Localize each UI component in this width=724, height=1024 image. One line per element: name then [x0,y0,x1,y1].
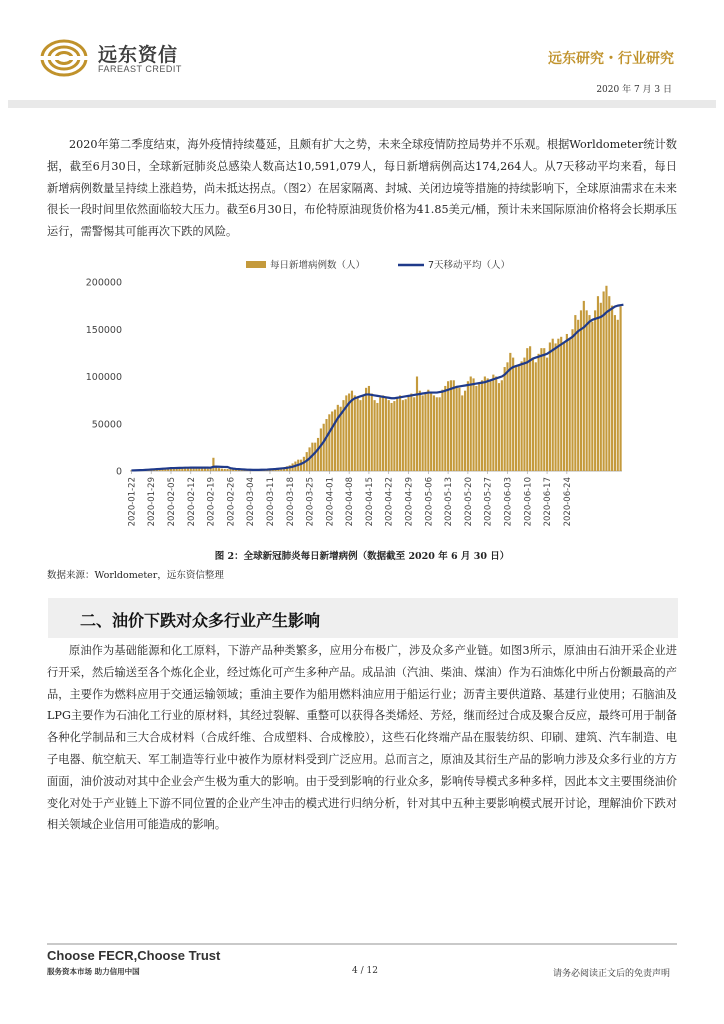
bar [300,460,302,471]
logo-mark-icon [40,38,88,78]
bar [597,296,599,471]
x-tick-label: 2020-06-17 [543,477,554,527]
bar [450,380,452,471]
bar [374,400,376,471]
bar [563,342,565,471]
legend-bar-swatch [246,261,266,268]
logo-text-en: FAREAST CREDIT [98,64,182,74]
paragraph-2: 原油作为基础能源和化工原料，下游产品种类繁多，应用分布极广，涉及众多产业链。如图3所示，原油由石油开采企业进行开采，然后输送至各个炼化企业，经过炼化可产生多种产品。成品油（汽油、柴油、煤油）作为石油炼化中所占份额最高的产品，主要作为燃料应用于交通运输领域；重油主要作为船用燃料油应用于船运行业；沥青主要供道路、基建行业使用；石脑油及LPG主要作为石油化工行业的原材料，其经过裂解、重整可以获得各类烯烃、芳烃，继而经过合成及聚合反应，最终可用于制备各种化学制品和三大合成材料（合成纤维、合成塑料、合成橡胶），这些石化终端产品在服装纺织、印刷、建筑、汽车制造、电子电器、航空航天、军工制造等行业中被作为原材料受到广泛应用。总而言之，原油及其衍生产品的影响力涉及众多行业的方方面面，油价波动对其中企业会产生极为重大的影响。由于受到影响的行业众多，影响传导模式多种多样，因此本文主要围绕油价变化对处于产业链上下游不同位置的企业产生冲击的模式进行归纳分析，针对其中五种主要影响模式展开讨论，理解油价下跌对相关领域企业信用可能造成的影响。 [47,644,677,832]
bar [328,414,330,471]
bar [518,365,520,471]
x-tick-label: 2020-03-25 [305,477,316,527]
header-section-label: 远东研究・行业研究 [548,51,674,67]
bar [560,337,562,471]
bar [574,315,576,471]
bar [481,380,483,471]
bar [371,394,373,471]
paragraph-1: 2020年第二季度结束，海外疫情持续蔓延，且颇有扩大之势，未来全球疫情防控局势并不乐观。根据Worldometer统计数据，截至6月30日，全球新冠肺炎总感染人数高达10,591,079人，每日新增病例高达174,264人。从7天移动平均来看，每日新增病例数量呈持续上涨趋势，尚未抵达拐点。（图2）在居家隔离、封城、关闭边境等措施的持续影响下，全球原油需求在未来很长一段时间里依然面临较大压力。截至6月30日，布伦特原油现货价格为41.85美元/桶，预计未来国际原油价格将会长期承压运行，需警惕其可能再次下跌的风险。 [47,138,677,239]
bar [504,367,506,471]
bar [444,386,446,471]
bar [354,395,356,471]
bar [337,405,339,471]
bar [464,391,466,471]
bar [416,377,418,472]
bar [501,380,503,471]
bar [506,362,508,471]
bar [405,399,407,471]
bar [379,397,381,471]
bar [359,400,361,471]
bar [413,397,415,471]
figure-caption: 图 2：全球新冠肺炎每日新增病例（数据截至 2020 年 6 月 30 日） [214,551,510,562]
bar [334,410,336,471]
x-tick-label: 2020-05-27 [483,477,494,527]
bar [439,397,441,471]
bar [549,342,551,471]
footer-slogan: 服务资本市场 助力信用中国 [47,967,140,976]
bar [515,367,517,471]
section-heading: 二、油价下跌对众多行业产生影响 [80,611,321,630]
company-logo [40,36,200,80]
bar [422,395,424,471]
x-tick-label: 2020-04-01 [325,477,336,527]
bar [586,310,588,471]
bar [221,469,223,471]
bar [498,383,500,471]
bar [427,390,429,471]
bar [467,381,469,471]
x-tick-label: 2020-03-18 [285,477,296,527]
bar [588,315,590,471]
bar [331,411,333,471]
bar [495,377,497,472]
bar [554,343,556,471]
x-tick-label: 2020-01-22 [127,477,138,527]
x-tick-label: 2020-02-26 [226,477,237,527]
bar [620,306,622,471]
bar [388,400,390,471]
bar [617,320,619,471]
header-date: 2020 年 7 月 3 日 [596,85,672,95]
x-tick-label: 2020-04-15 [364,477,375,527]
x-tick-label: 2020-06-10 [523,477,534,527]
bar [538,354,540,471]
bar [458,388,460,471]
bar [523,358,525,471]
bar [608,296,610,471]
x-tick-label: 2020-04-08 [345,477,356,527]
bar [470,377,472,472]
y-tick-label: 150000 [85,324,122,336]
x-tick-label: 2020-02-05 [167,477,177,527]
bar [600,303,602,471]
bar [351,391,353,471]
footer-disclaimer: 请务必阅读正文后的免责声明 [552,969,670,979]
bar [323,424,325,471]
bar [393,401,395,471]
x-tick-label: 2020-05-06 [424,477,435,527]
page-number: 4 / 12 [352,966,378,976]
bar [603,291,605,471]
bar [317,438,319,471]
bar [492,375,494,471]
x-tick-label: 2020-02-12 [186,477,197,527]
logo-text-cn: 远东资信 [98,44,179,66]
section-header [48,598,678,638]
legend-label: 每日新增病例数（人） [270,260,366,271]
bar [552,339,554,471]
x-tick-label: 2020-06-03 [503,477,514,527]
bar [472,378,474,471]
bar [390,403,392,471]
bar [424,394,426,471]
bar [453,380,455,471]
bar [478,384,480,471]
bar [436,397,438,471]
daily-cases-chart [60,255,640,545]
bar [489,381,491,471]
y-tick-label: 200000 [85,277,122,289]
y-tick-label: 100000 [85,372,122,383]
bar [407,395,409,471]
y-tick-label: 50000 [91,419,122,431]
bar [594,310,596,471]
bar [365,388,367,471]
bar [532,359,534,471]
bar [314,443,316,471]
bar [529,346,531,471]
bar [535,362,537,471]
bar [521,361,523,471]
bar [580,310,582,471]
bar [368,386,370,471]
bar [557,339,559,471]
bar [382,395,384,471]
footer-brand: Choose FECR,Choose Trust [47,948,221,963]
bar [577,320,579,471]
bar [591,322,593,471]
bar [433,395,435,471]
bar [526,348,528,471]
bar [487,378,489,471]
header-divider [8,100,716,108]
bar [543,348,545,471]
legend-label: 7天移动平均（人） [428,260,511,271]
data-source: 数据来源：Worldometer，远东资信整理 [47,570,224,581]
bar [546,358,548,471]
bar [362,395,364,471]
bar [410,394,412,471]
x-tick-label: 2020-04-22 [384,477,395,527]
bar [224,469,226,471]
bar [611,306,613,471]
bar [569,339,571,471]
bar [566,334,568,471]
x-tick-label: 2020-05-13 [444,477,455,527]
x-tick-label: 2020-05-20 [463,477,474,527]
bar [447,381,449,471]
bar [441,390,443,471]
x-tick-label: 2020-02-19 [206,477,217,527]
x-tick-label: 2020-03-04 [246,477,257,527]
bar [226,469,228,471]
bar [325,419,327,471]
bar [419,391,421,471]
x-tick-label: 2020-04-29 [404,477,415,527]
bar [614,315,616,471]
bar [475,386,477,471]
x-tick-label: 2020-03-11 [265,477,276,527]
bar [207,469,209,471]
bar [456,386,458,471]
bar [320,428,322,471]
bar [385,397,387,471]
bar [212,458,214,471]
bar [512,358,514,471]
bar [396,397,398,471]
bar [461,395,463,471]
bar [376,403,378,471]
bar [357,397,359,471]
x-tick-label: 2020-06-24 [562,477,573,527]
bar [218,468,220,471]
bar [399,395,401,471]
bar [540,348,542,471]
bar [402,400,404,471]
bar [430,392,432,471]
x-tick-label: 2020-01-29 [147,477,158,527]
footer-divider [47,943,677,945]
y-tick-label: 0 [115,466,122,478]
bar [484,377,486,472]
bar [571,329,573,471]
